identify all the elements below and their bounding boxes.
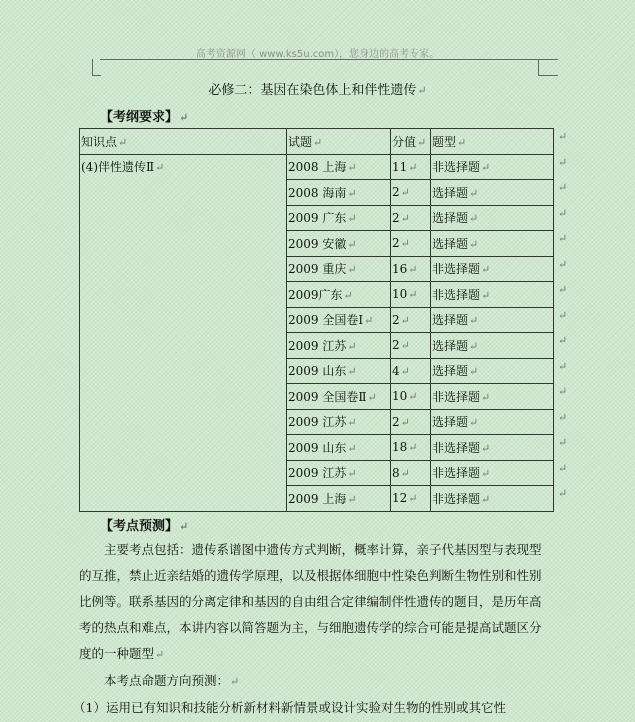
type-cell: 选择题↵ bbox=[431, 307, 554, 333]
type-cell: 选择题↵ bbox=[431, 180, 554, 206]
exam-cell: 2009 江苏↵ bbox=[287, 409, 391, 435]
score-cell: 12↵ bbox=[391, 486, 431, 512]
prediction-heading: 【考点预测】 bbox=[100, 519, 179, 534]
type-cell: 非选择题↵ bbox=[431, 435, 554, 461]
title-text: 必修二：基因在染色体上和伴性遗传 bbox=[208, 83, 417, 98]
row-end-mark: ↵ bbox=[558, 130, 568, 143]
section-heading-prediction bbox=[100, 515, 188, 534]
exam-cell: 2009 山东↵ bbox=[287, 358, 391, 384]
score-cell: 10↵ bbox=[391, 282, 431, 308]
score-cell: 2↵ bbox=[391, 180, 431, 206]
row-end-mark: ↵ bbox=[558, 309, 568, 322]
type-cell: 选择题↵ bbox=[431, 205, 554, 231]
score-cell: 2↵ bbox=[391, 205, 431, 231]
type-cell: 非选择题↵ bbox=[431, 256, 554, 282]
score-cell: 11↵ bbox=[391, 154, 431, 180]
score-cell: 2↵ bbox=[391, 307, 431, 333]
exam-cell: 2009 重庆↵ bbox=[287, 256, 391, 282]
type-cell: 选择题↵ bbox=[431, 358, 554, 384]
section-heading-requirements bbox=[100, 106, 188, 125]
exam-cell: 2009 山东↵ bbox=[287, 435, 391, 461]
prediction-paragraph-1: 主要考点包括：遗传系谱图中遗传方式判断，概率计算，亲子代基因型与表现型的互推，禁止近亲结婚的遗传学原理，以及根据体细胞中性染色判断生物性别和性别比例等。联系基因的分离定律和基因的自由组合定律编制伴性遗传的题目，是历年高考的热点和难点，本讲内容以简答题为主，与细胞遗传学的综合可能是提高试题区分度的一种题型↵ bbox=[79, 542, 542, 661]
type-cell: 选择题↵ bbox=[431, 333, 554, 359]
score-cell: 16↵ bbox=[391, 256, 431, 282]
type-cell: 非选择题↵ bbox=[431, 282, 554, 308]
exam-cell: 2009 全国卷Ⅰ↵ bbox=[287, 307, 391, 333]
row-end-mark: ↵ bbox=[558, 462, 568, 475]
exam-cell: 2008 上海↵ bbox=[287, 154, 391, 180]
score-cell: 10↵ bbox=[391, 384, 431, 410]
prediction-paragraph-3: （1）运用已有知识和技能分析新材料新情景或设计实验对生物的性别或其它性 bbox=[73, 700, 506, 715]
exam-cell: 2008 海南↵ bbox=[287, 180, 391, 206]
table-header-row bbox=[80, 129, 554, 155]
header-exam: 试题↵ bbox=[287, 129, 391, 155]
header-rule bbox=[100, 59, 538, 60]
row-end-mark: ↵ bbox=[558, 232, 568, 245]
score-cell: 2↵ bbox=[391, 333, 431, 359]
prediction-paragraph-2: 本考点命题方向预测：↵ bbox=[104, 673, 240, 688]
row-end-mark: ↵ bbox=[558, 360, 568, 373]
exam-cell: 2009 江苏↵ bbox=[287, 333, 391, 359]
score-cell: 2↵ bbox=[391, 231, 431, 257]
type-cell: 非选择题↵ bbox=[431, 154, 554, 180]
header-right-bracket bbox=[538, 59, 558, 76]
row-end-mark: ↵ bbox=[558, 334, 568, 347]
row-end-mark: ↵ bbox=[558, 207, 568, 220]
document-title bbox=[0, 79, 635, 98]
type-cell: 非选择题↵ bbox=[431, 384, 554, 410]
exam-cell: 2009 全国卷Ⅱ↵ bbox=[287, 384, 391, 410]
type-cell: 非选择题↵ bbox=[431, 460, 554, 486]
type-cell: 非选择题↵ bbox=[431, 486, 554, 512]
score-cell: 18↵ bbox=[391, 435, 431, 461]
paragraph-mark: ↵ bbox=[179, 111, 189, 124]
exam-cell: 2009 广东↵ bbox=[287, 205, 391, 231]
prediction-body bbox=[73, 537, 553, 721]
requirements-heading: 【考纲要求】 bbox=[100, 110, 179, 125]
score-cell: 4↵ bbox=[391, 358, 431, 384]
header-frame bbox=[92, 59, 558, 77]
exam-cell: 2009广东↵ bbox=[287, 282, 391, 308]
row-end-mark: ↵ bbox=[558, 436, 568, 449]
exam-cell: 2009 江苏↵ bbox=[287, 460, 391, 486]
row-end-mark: ↵ bbox=[558, 385, 568, 398]
header-score: 分值↵ bbox=[391, 129, 431, 155]
row-end-mark: ↵ bbox=[558, 156, 568, 169]
type-cell: 选择题↵ bbox=[431, 409, 554, 435]
requirements-table bbox=[79, 128, 554, 512]
type-cell: 选择题↵ bbox=[431, 231, 554, 257]
knowledge-point-cell: (4)伴性遗传Ⅱ↵ bbox=[80, 154, 287, 511]
header-left-bracket bbox=[92, 59, 101, 76]
row-end-mark: ↵ bbox=[558, 487, 568, 500]
header-type: 题型↵ bbox=[431, 129, 554, 155]
paragraph-mark: ↵ bbox=[179, 520, 189, 533]
exam-cell: 2009 安徽↵ bbox=[287, 231, 391, 257]
score-cell: 2↵ bbox=[391, 409, 431, 435]
row-end-mark: ↵ bbox=[558, 411, 568, 424]
table-row bbox=[80, 154, 554, 180]
row-end-mark: ↵ bbox=[558, 181, 568, 194]
page-header: 高考资源网（ www.ks5u.com），您身边的高考专家。 bbox=[195, 49, 440, 60]
row-end-mark: ↵ bbox=[558, 258, 568, 271]
row-end-mark: ↵ bbox=[558, 283, 568, 296]
header-knowledge: 知识点↵ bbox=[80, 129, 287, 155]
paragraph-mark: ↵ bbox=[417, 84, 427, 97]
exam-cell: 2009 上海↵ bbox=[287, 486, 391, 512]
score-cell: 8↵ bbox=[391, 460, 431, 486]
